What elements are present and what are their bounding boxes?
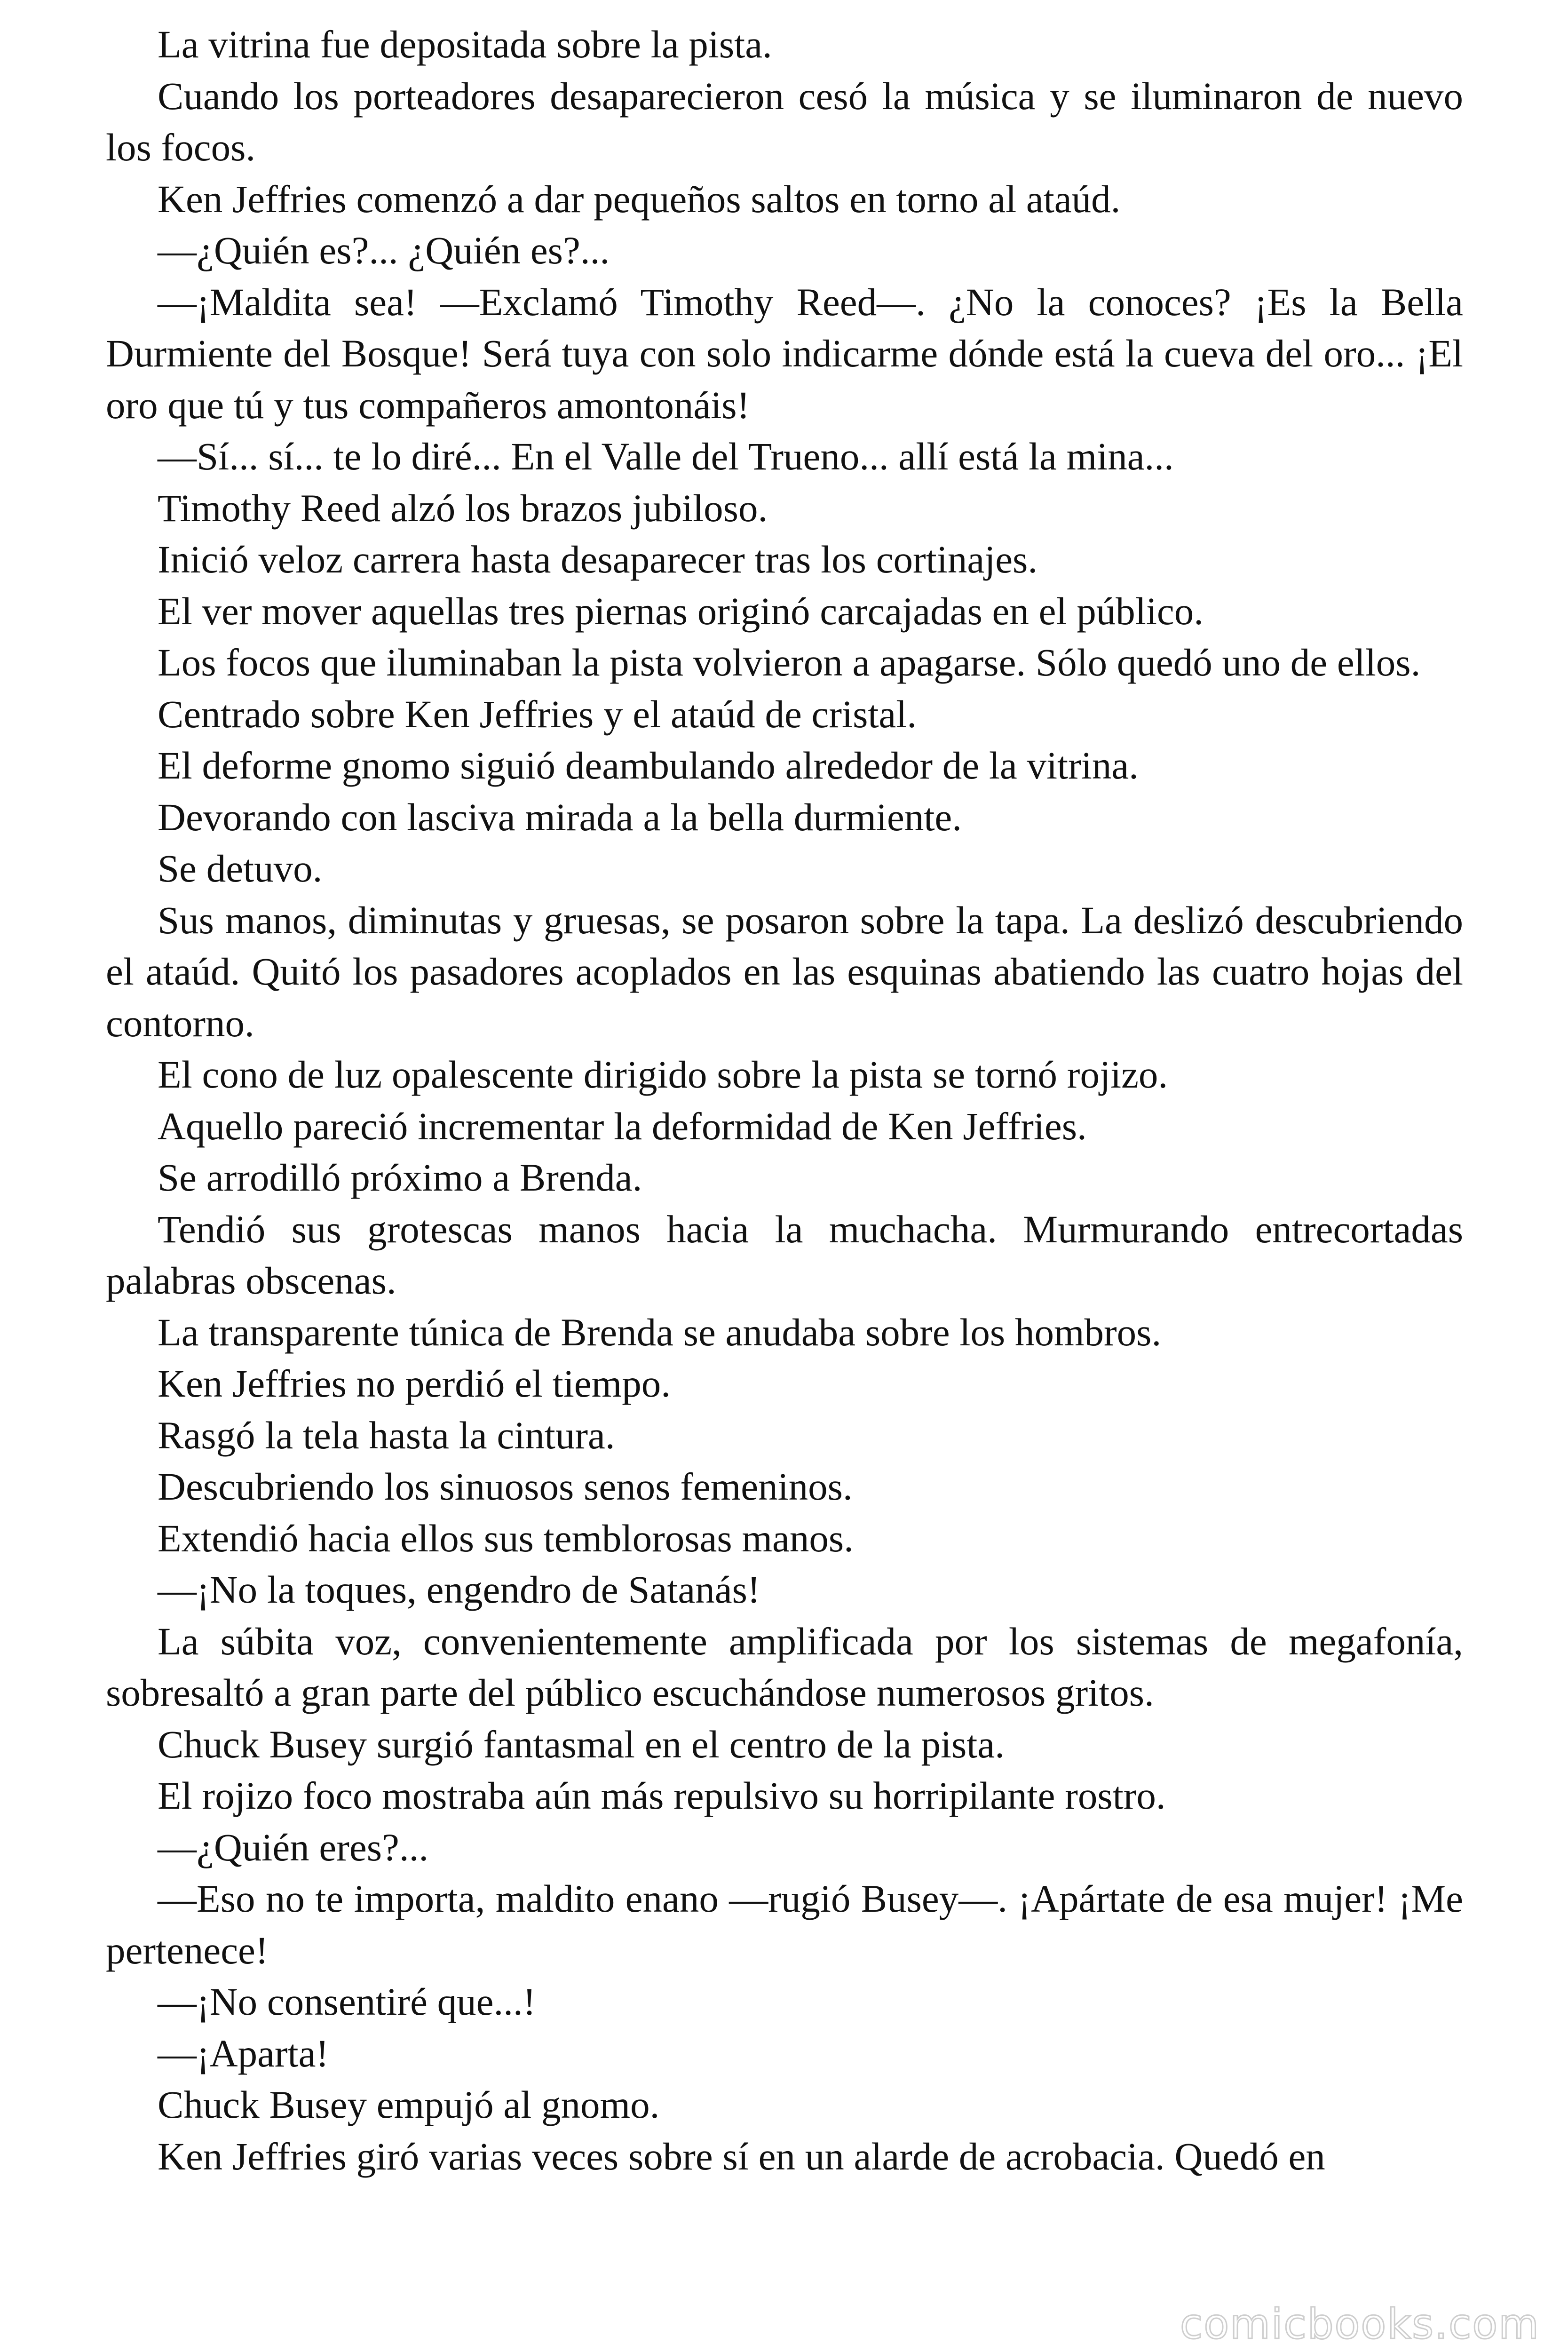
paragraph: Ken Jeffries no perdió el tiempo. <box>158 1362 671 1405</box>
paragraph: —Sí... sí... te lo diré... En el Valle del Trueno... allí está la mina... <box>158 435 1174 478</box>
paragraph: Descubriendo los sinuosos senos femeninos. <box>158 1465 853 1508</box>
paragraph: —¡Maldita sea! —Exclamó Timothy Reed—. ¿No la conoces? ¡Es la Bella Durmiente del Bosque! Será tuya con solo indicarme dónde está la cueva del oro... ¡El oro que tú y tus compañeros amontonáis! <box>106 280 1463 427</box>
paragraph: Ken Jeffries comenzó a dar pequeños saltos en torno al ataúd. <box>158 177 1121 221</box>
paragraph: —Eso no te importa, maldito enano —rugió Busey—. ¡Apártate de esa mujer! ¡Me pertenece! <box>106 1877 1463 1972</box>
paragraph: La transparente túnica de Brenda se anudaba sobre los hombros. <box>158 1310 1162 1354</box>
paragraph: Tendió sus grotescas manos hacia la muchacha. Murmurando entrecortadas palabras obscenas. <box>106 1207 1463 1302</box>
paragraph: Se arrodilló próximo a Brenda. <box>158 1156 642 1199</box>
paragraph: —¡No la toques, engendro de Satanás! <box>158 1568 760 1611</box>
paragraph: Aquello pareció incrementar la deformidad de Ken Jeffries. <box>158 1104 1087 1148</box>
paragraph: Rasgó la tela hasta la cintura. <box>158 1413 615 1457</box>
paragraph: Chuck Busey empujó al gnomo. <box>158 2083 660 2126</box>
paragraph: Extendió hacia ellos sus temblorosas manos. <box>158 1516 854 1560</box>
paragraph: —¿Quién es?... ¿Quién es?... <box>158 229 610 272</box>
watermark: comicbooks.com <box>1180 2300 1540 2348</box>
paragraph: Timothy Reed alzó los brazos jubiloso. <box>158 486 768 530</box>
paragraph: Chuck Busey surgió fantasmal en el centro de la pista. <box>158 1722 1005 1766</box>
paragraph: Inició veloz carrera hasta desaparecer tras los cortinajes. <box>158 538 1038 581</box>
paragraph: El rojizo foco mostraba aún más repulsivo su horripilante rostro. <box>158 1774 1166 1817</box>
paragraph: El ver mover aquellas tres piernas originó carcajadas en el público. <box>158 589 1204 633</box>
paragraph: El cono de luz opalescente dirigido sobre la pista se tornó rojizo. <box>158 1053 1168 1096</box>
paragraph: Cuando los porteadores desaparecieron cesó la música y se iluminaron de nuevo los focos. <box>106 74 1463 169</box>
paragraph: —¡Aparta! <box>158 2031 329 2075</box>
paragraph: Centrado sobre Ken Jeffries y el ataúd de cristal. <box>158 692 917 736</box>
paragraph: Devorando con lasciva mirada a la bella durmiente. <box>158 795 962 839</box>
paragraph: Los focos que iluminaban la pista volvieron a apagarse. Sólo quedó uno de ellos. <box>158 641 1421 684</box>
paragraph: —¿Quién eres?... <box>158 1825 429 1869</box>
paragraph: Sus manos, diminutas y gruesas, se posaron sobre la tapa. La deslizó descubriendo el ataúd. Quitó los pasadores acoplados en las esquinas abatiendo las cuatro hojas del contorno. <box>106 898 1463 1045</box>
paragraph: La súbita voz, convenientemente amplificada por los sistemas de megafonía, sobresaltó a gran parte del público escuchándose numerosos gritos. <box>106 1619 1463 1714</box>
paragraph: —¡No consentiré que...! <box>158 1980 536 2023</box>
book-page-text <box>106 19 1463 2182</box>
paragraph: Ken Jeffries giró varias veces sobre sí en un alarde de acrobacia. Quedó en <box>158 2134 1325 2178</box>
paragraph: Se detuvo. <box>158 847 323 890</box>
paragraph: La vitrina fue depositada sobre la pista. <box>158 23 772 66</box>
paragraph: El deforme gnomo siguió deambulando alrededor de la vitrina. <box>158 744 1139 787</box>
